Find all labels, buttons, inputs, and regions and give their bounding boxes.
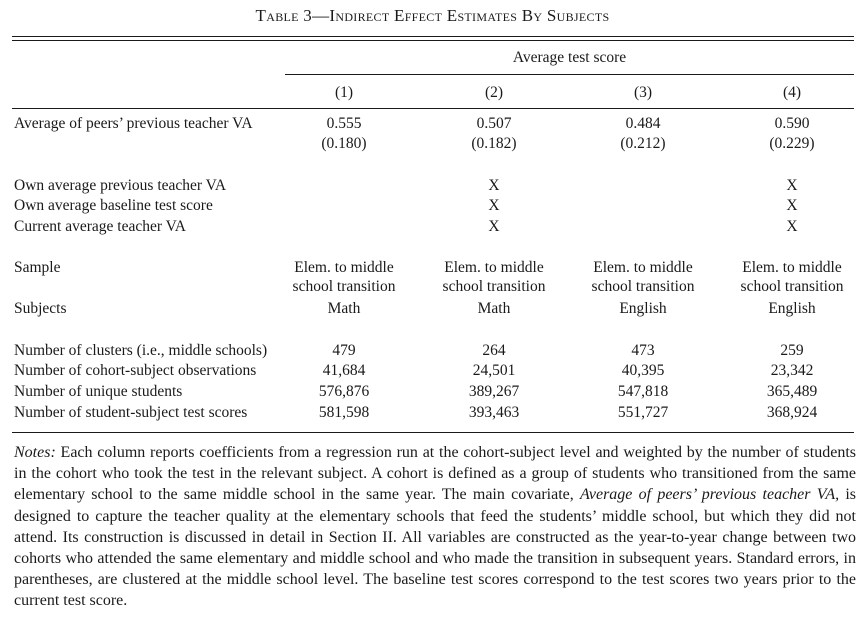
bottom-rule	[12, 432, 854, 433]
column-header-3: (3)	[633, 84, 653, 101]
sample-3-line1: Elem. to middle	[593, 259, 693, 276]
se-3: (0.212)	[620, 135, 666, 152]
row-label-subjects: Subjects	[14, 300, 67, 317]
table-notes	[14, 442, 856, 612]
top-rule	[12, 36, 854, 37]
coef-2: 0.507	[476, 115, 512, 132]
mark-1-2: X	[488, 177, 500, 194]
column-header-1: (1)	[334, 84, 354, 101]
column-header-2: (2)	[484, 84, 504, 101]
mark-3-2: X	[488, 218, 500, 235]
sample-4-line1: Elem. to middle	[742, 259, 842, 276]
se-2: (0.182)	[471, 135, 517, 152]
row-label-unique-students: Number of unique students	[14, 383, 183, 400]
scores-2: 393,463	[468, 404, 520, 421]
se-1: (0.180)	[321, 135, 367, 152]
students-2: 389,267	[468, 383, 520, 400]
notes-italic: Average of peers’ previous teacher VA,	[579, 486, 840, 504]
scores-1: 581,598	[318, 404, 370, 421]
clusters-1: 479	[332, 342, 356, 359]
clusters-2: 264	[482, 342, 506, 359]
subject-2: Math	[477, 300, 511, 317]
sample-2-line2: school transition	[442, 278, 546, 295]
mark-1-4: X	[786, 177, 798, 194]
sample-1-line1: Elem. to middle	[294, 259, 394, 276]
notes-part1: Each column reports coefficients from a regression run at the cohort-subject level and weighted by the number of students in the cohort who took the test in the relevant subject. A cohort is defined as a group of students who transitioned from the same elementary school to the same middle school in the same year. The main covariate,	[14, 444, 856, 504]
row-label-clusters: Number of clusters (i.e., middle schools)	[14, 342, 268, 359]
se-4: (0.229)	[769, 135, 815, 152]
students-3: 547,818	[617, 383, 669, 400]
notes-prefix: Notes:	[14, 444, 56, 461]
clusters-3: 473	[631, 342, 655, 359]
scores-4: 368,924	[766, 404, 818, 421]
sample-1-line2: school transition	[292, 278, 396, 295]
notes-part2: is designed to capture the teacher quality at the elementary schools that feed the students’ middle school, but which they did not attend. Its construction is discussed in detail in Section II. All variables are constructed as the year-to-year change between two cohorts who attended the same elementary and middle school and who made the transition in subsequent years. Standard errors, in parentheses, are clustered at the middle school level. The baseline test scores correspond to the test scores two years prior to the current test score.	[14, 486, 857, 610]
cohort-obs-4: 23,342	[770, 362, 814, 379]
row-label-cohort-obs: Number of cohort-subject observations	[14, 362, 257, 379]
students-1: 576,876	[318, 383, 370, 400]
row-label-own-prev-va: Own average previous teacher VA	[14, 177, 227, 194]
row-label-sample: Sample	[14, 259, 61, 276]
mark-2-2: X	[488, 197, 500, 214]
sample-4-line2: school transition	[740, 278, 844, 295]
subject-3: English	[619, 300, 667, 317]
scores-3: 551,727	[617, 404, 669, 421]
table-title: Table 3—Indirect Effect Estimates By Subjects	[255, 6, 610, 25]
row-label-own-baseline: Own average baseline test score	[14, 197, 213, 214]
coef-1: 0.555	[326, 115, 362, 132]
cohort-obs-3: 40,395	[621, 362, 665, 379]
row-label-current-va: Current average teacher VA	[14, 218, 186, 235]
column-header-4: (4)	[782, 84, 802, 101]
mark-2-4: X	[786, 197, 798, 214]
clusters-4: 259	[780, 342, 804, 359]
subject-1: Math	[327, 300, 361, 317]
subject-4: English	[768, 300, 816, 317]
coef-4: 0.590	[774, 115, 810, 132]
header-rule	[12, 108, 854, 109]
sample-2-line1: Elem. to middle	[444, 259, 544, 276]
group-header-rule	[285, 74, 854, 75]
cohort-obs-1: 41,684	[322, 362, 366, 379]
cohort-obs-2: 24,501	[472, 362, 516, 379]
row-label-test-scores: Number of student-subject test scores	[14, 404, 248, 421]
coef-3: 0.484	[625, 115, 661, 132]
students-4: 365,489	[766, 383, 818, 400]
mark-3-4: X	[786, 218, 798, 235]
row-label-peers-va: Average of peers’ previous teacher VA	[14, 115, 253, 132]
group-header: Average test score	[512, 49, 627, 66]
sample-3-line2: school transition	[591, 278, 695, 295]
top-rule-2	[12, 40, 854, 41]
